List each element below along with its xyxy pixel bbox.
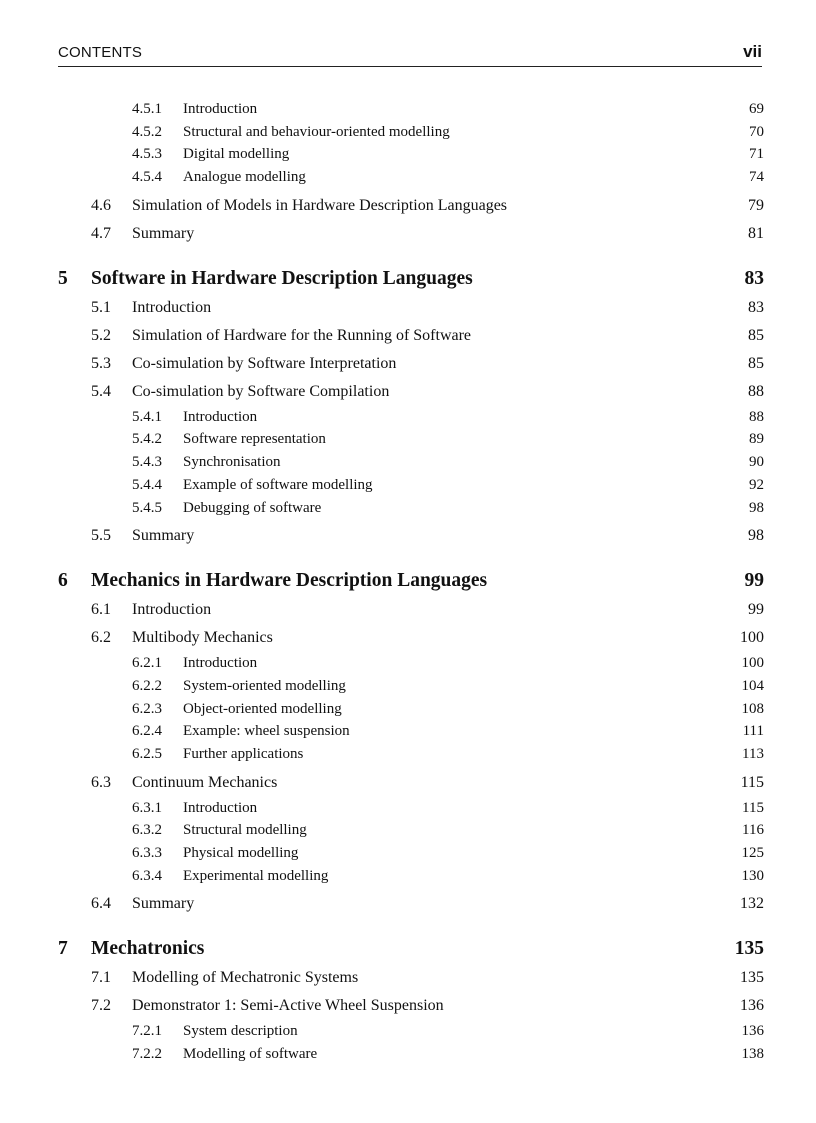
toc-section-entry (58, 964, 764, 992)
toc-section-entry (58, 378, 764, 406)
toc-entry-title: Co-simulation by Software Interpretation (132, 354, 397, 372)
toc-entry-number: 5.4.4 (132, 476, 162, 493)
toc-entry-title: Analogue modelling (183, 169, 306, 186)
toc-section-entry (58, 624, 764, 652)
toc-section-entry (58, 992, 764, 1020)
toc-entry-number: 6.2.4 (132, 723, 162, 740)
toc-entry-page: 138 (741, 1046, 764, 1063)
toc-subsection-entry (58, 121, 764, 144)
toc-entry-page: 100 (741, 655, 764, 672)
toc-entry-title: Structural and behaviour-oriented modelling (183, 123, 450, 140)
toc-entry-page: 111 (742, 723, 764, 740)
toc-entry-number: 6.3.3 (132, 845, 162, 861)
toc-entry-number: 4.5.1 (132, 101, 162, 117)
toc-entry-page: 81 (748, 224, 764, 242)
toc-entry-number: 7 (58, 938, 68, 960)
toc-entry-number: 4.5.4 (132, 169, 162, 186)
toc-entry-title: Introduction (183, 408, 258, 425)
toc-entry-title: Introduction (132, 601, 212, 619)
toc-entry-page: 115 (740, 773, 764, 791)
toc-chapter-entry (58, 934, 764, 964)
toc-entry-number: 7.2.2 (132, 1046, 162, 1063)
toc-subsection-entry (58, 1043, 764, 1066)
toc-entry-page: 69 (749, 101, 764, 117)
toc-entry-number: 6.3.4 (132, 867, 162, 884)
toc-entry-page: 85 (748, 354, 764, 372)
toc-subsection-entry (58, 497, 764, 520)
toc-entry-title: Summary (132, 895, 195, 913)
toc-section-entry (58, 769, 764, 797)
running-header (58, 44, 762, 67)
toc-entry-page: 74 (749, 169, 764, 186)
toc-entry-number: 4.5.3 (132, 146, 162, 163)
toc-entry-title: Simulation of Models in Hardware Description Languages (132, 196, 508, 214)
toc-entry-number: 6.2 (91, 629, 111, 647)
toc-entry-page: 135 (734, 938, 764, 960)
toc-entry-number: 6.2.2 (132, 677, 162, 694)
toc-entry-number: 6.2.3 (132, 700, 162, 717)
toc-entry-page: 113 (742, 745, 764, 762)
toc-entry-page: 88 (749, 408, 764, 425)
toc-entry-number: 6.4 (91, 895, 111, 913)
toc-subsection-entry (58, 451, 764, 474)
toc-entry-title: Simulation of Hardware for the Running of Software (132, 326, 472, 344)
page-number: vii (743, 42, 762, 61)
toc-subsection-entry (58, 698, 764, 721)
toc-entry-page: 92 (749, 476, 764, 493)
toc-entry-title: System description (183, 1023, 298, 1040)
toc-entry-title: Multibody Mechanics (132, 629, 273, 647)
toc-subsection-entry (58, 819, 764, 842)
toc-entry-number: 5.1 (91, 298, 111, 316)
toc-entry-title: Software representation (183, 431, 326, 448)
toc-subsection-entry (58, 720, 764, 743)
toc-entry-page: 136 (740, 997, 764, 1015)
toc-entry-title: Co-simulation by Software Compilation (132, 382, 390, 400)
toc-entry-number: 5.4.2 (132, 431, 162, 448)
toc-entry-page: 83 (744, 267, 764, 289)
toc-entry-title: System-oriented modelling (183, 677, 346, 694)
toc-entry-number: 7.2 (91, 997, 111, 1015)
toc-entry-title: Mechanics in Hardware Description Languages (91, 570, 488, 592)
toc-entry-page: 83 (748, 298, 764, 316)
toc-entry-title: Object-oriented modelling (183, 700, 342, 717)
toc-section-entry (58, 522, 764, 550)
toc-entry-title: Further applications (183, 745, 304, 762)
toc-subsection-entry (58, 98, 764, 121)
toc-subsection-entry (58, 675, 764, 698)
toc-entry-page: 104 (741, 677, 764, 694)
toc-subsection-entry (58, 652, 764, 675)
toc-entry-number: 6.3.1 (132, 799, 162, 816)
toc-entry-number: 4.7 (91, 224, 111, 242)
toc-entry-page: 136 (741, 1023, 764, 1040)
toc-entry-number: 6.2.1 (132, 655, 162, 672)
toc-subsection-entry (58, 166, 764, 189)
toc-entry-number: 5.4.5 (132, 499, 162, 516)
running-header-title: CONTENTS (58, 44, 143, 61)
toc-entry-page: 135 (740, 969, 764, 987)
toc-entry-title: Introduction (183, 799, 258, 816)
toc-entry-number: 6.3.2 (132, 822, 162, 839)
toc-entry-title: Continuum Mechanics (132, 773, 278, 791)
toc-entry-number: 5.3 (91, 354, 111, 372)
toc-entry-title: Structural modelling (183, 822, 307, 839)
toc-entry-title: Summary (132, 224, 195, 242)
toc-section-entry (58, 220, 764, 248)
toc-entry-page: 99 (744, 570, 764, 592)
toc-entry-number: 7.1 (91, 969, 111, 987)
toc-entry-title: Software in Hardware Description Languages (91, 267, 473, 289)
toc-entry-page: 125 (741, 845, 764, 861)
toc-subsection-entry (58, 743, 764, 766)
toc-entry-title: Demonstrator 1: Semi-Active Wheel Suspension (132, 997, 444, 1015)
toc-entry-page: 108 (741, 700, 764, 717)
toc-entry-page: 98 (748, 527, 764, 545)
toc-entry-page: 71 (749, 146, 764, 163)
toc-chapter-entry (58, 566, 764, 596)
toc-entry-page: 100 (740, 629, 764, 647)
toc-section-entry (58, 890, 764, 918)
toc-entry-page: 89 (749, 431, 764, 448)
toc-section-entry (58, 294, 764, 322)
toc-subsection-entry (58, 865, 764, 888)
toc-entry-page: 98 (749, 499, 764, 516)
toc-chapter-entry (58, 264, 764, 294)
toc-entry-number: 5.5 (91, 527, 111, 545)
toc-entry-title: Physical modelling (183, 845, 299, 861)
toc-subsection-entry (58, 474, 764, 497)
toc-entry-page: 70 (749, 123, 764, 140)
toc-subsection-entry (58, 797, 764, 820)
toc-entry-title: Introduction (183, 101, 258, 117)
toc-entry-page: 116 (742, 822, 764, 839)
toc-entry-number: 6 (58, 570, 68, 592)
toc-entry-number: 4.6 (91, 196, 111, 214)
toc-entry-page: 90 (749, 454, 764, 471)
toc-entry-number: 5.4.3 (132, 454, 162, 471)
toc-entry-number: 6.2.5 (132, 745, 162, 762)
toc-section-entry (58, 322, 764, 350)
toc-entry-page: 88 (748, 382, 764, 400)
toc-entry-number: 6.1 (91, 601, 111, 619)
toc-subsection-entry (58, 428, 764, 451)
toc-entry-title: Digital modelling (183, 146, 290, 163)
toc-entry-page: 115 (742, 799, 764, 816)
toc-entry-number: 5.2 (91, 326, 111, 344)
toc-entry-number: 4.5.2 (132, 123, 162, 140)
toc-entry-page: 132 (740, 895, 764, 913)
toc-entry-page: 85 (748, 326, 764, 344)
toc-entry-number: 5.4 (91, 382, 111, 400)
toc-entry-page: 99 (748, 601, 764, 619)
toc-subsection-entry (58, 1020, 764, 1043)
toc-entry-title: Introduction (183, 655, 258, 672)
toc-entry-title: Introduction (132, 298, 212, 316)
toc-entry-title: Experimental modelling (183, 867, 329, 884)
toc-entry-number: 5 (58, 267, 68, 289)
toc-entry-title: Debugging of software (183, 499, 322, 516)
toc-section-entry (58, 350, 764, 378)
toc-subsection-entry (58, 143, 764, 166)
toc-entry-number: 5.4.1 (132, 408, 162, 425)
toc-entry-title: Mechatronics (91, 938, 205, 960)
toc-subsection-entry (58, 406, 764, 429)
toc-entry-title: Modelling of software (183, 1046, 318, 1063)
toc-subsection-entry (58, 842, 764, 865)
toc-entry-title: Synchronisation (183, 454, 281, 471)
toc-entry-number: 6.3 (91, 773, 111, 791)
toc-entry-number: 7.2.1 (132, 1023, 162, 1040)
toc-section-entry (58, 192, 764, 220)
toc-section-entry (58, 596, 764, 624)
toc-entry-title: Modelling of Mechatronic Systems (132, 969, 359, 987)
table-of-contents (58, 98, 764, 1066)
toc-entry-page: 130 (741, 867, 764, 884)
toc-entry-page: 79 (748, 196, 764, 214)
toc-entry-title: Example: wheel suspension (183, 723, 350, 740)
toc-entry-title: Summary (132, 527, 195, 545)
toc-entry-title: Example of software modelling (183, 476, 373, 493)
